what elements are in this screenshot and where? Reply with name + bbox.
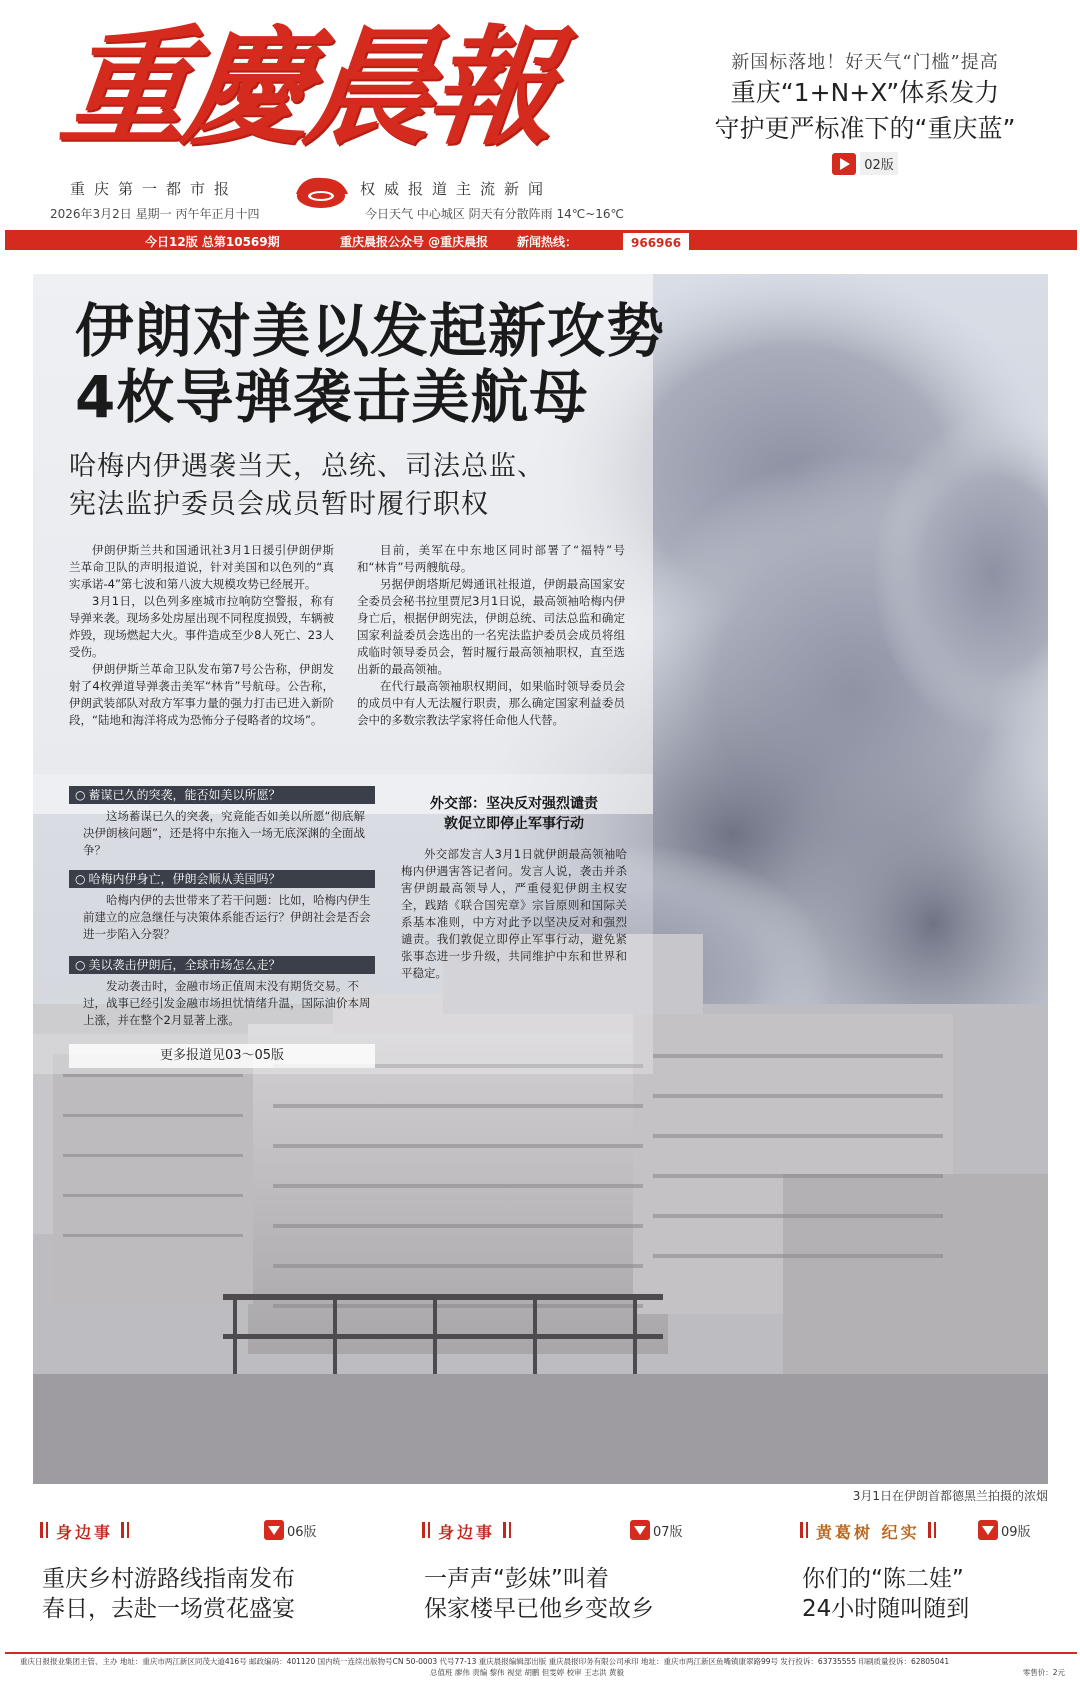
qa-question: ○ 蓄谋已久的突袭，能否如美以所愿？ <box>69 786 375 804</box>
weather-line: 今日天气 中心城区 阴天有分散阵雨 14℃~16℃ <box>365 207 624 221</box>
subhead-line2: 宪法监护委员会成员暂时履行职权 <box>69 489 489 520</box>
lead-subhead <box>69 448 545 524</box>
tagline-right: 权威报道主流新闻 <box>360 180 553 198</box>
date-line: 2026年3月2日 星期一 丙午年正月十四 <box>50 207 260 221</box>
bottom-promo-item[interactable] <box>42 1520 362 1624</box>
mfa-sidebar <box>401 794 627 982</box>
lead-headline <box>75 298 665 430</box>
footer-divider <box>5 1652 1077 1654</box>
promo-title-line1: 一声声“彭妹”叫着 <box>424 1566 609 1592</box>
masthead <box>0 0 1080 250</box>
article-column-b <box>357 542 625 729</box>
edition-info: 今日12版 总第10569期 <box>145 235 280 249</box>
info-bar <box>5 230 1077 250</box>
qa-block <box>69 956 375 1033</box>
promo-kicker: 新国标落地！好天气“门槛”提高 <box>731 52 999 73</box>
footer-staff: 总值班 廖伟 责编 黎伟 视觉 胡鹏 但雯婷 校审 王志洪 黄毅 <box>430 1668 624 1677</box>
bottom-promos <box>0 1520 1080 1650</box>
photo-caption: 3月1日在伊朗首都德黑兰拍摄的浓烟 <box>852 1489 1048 1503</box>
paragraph: 伊朗伊斯兰共和国通讯社3月1日援引伊朗伊斯兰革命卫队的声明报道说，针对美国和以色列的“真实承诺-4”第七波和第八波大规模攻势已经展开。 <box>69 543 334 591</box>
paragraph: 另据伊朗塔斯尼姆通讯社报道，伊朗最高国家安全委员会秘书拉里贾尼3月1日说，最高领袖哈梅内伊身亡后，根据伊朗宪法，伊朗总统、司法总监和确定国家利益委员会选出的一名宪法监护委员会成员将组成临时领导委员会，暂时履行最高领袖职权，直至选出新的最高领袖。 <box>357 577 625 676</box>
page-arrow-icon <box>264 1520 284 1540</box>
hotline-number: 966966 <box>623 233 689 253</box>
mfa-title-line1: 外交部：坚决反对强烈谴责 <box>430 796 598 812</box>
promo-title-line2: 保家楼早已他乡变故乡 <box>424 1596 654 1622</box>
promo-title-line2: 春日，去赴一场赏花盛宴 <box>42 1596 295 1622</box>
qa-answer: 哈梅内伊的去世带来了若干问题：比如，哈梅内伊生前建立的应急继任与决策体系能否运行？伊朗社会是否会进一步陷入分裂？ <box>83 893 371 941</box>
promo-title-line2: 守护更严标准下的“重庆蓝” <box>714 114 1016 143</box>
play-icon <box>832 153 856 175</box>
paragraph: 3月1日，以色列多座城市拉响防空警报，称有导弹来袭。现场多处房屋出现不同程度损毁，车辆被炸毁，现场燃起大火。事件造成至少8人死亡、23人受伤。 <box>69 594 334 659</box>
tagline-left: 重庆第一都市报 <box>70 180 239 198</box>
bottom-promo-item[interactable] <box>424 1520 744 1624</box>
article-column-a <box>69 542 334 729</box>
wechat-info: 重庆晨报公众号 @重庆晨报 <box>340 235 489 249</box>
promo-title-line1: 重庆乡村游路线指南发布 <box>42 1566 295 1592</box>
page-number: 09版 <box>1001 1524 1031 1540</box>
footer <box>20 1656 1065 1678</box>
mfa-title-line2: 敦促立即停止军事行动 <box>444 816 584 832</box>
page-arrow-icon <box>630 1520 650 1540</box>
qa-block <box>69 870 375 947</box>
retail-price: 零售价：2元 <box>1022 1668 1065 1677</box>
section-label: 身边事 <box>46 1520 123 1543</box>
paragraph: 在代行最高领袖职权期间，如果临时领导委员会的成员中有人无法履行职责，那么确定国家利益委员会中的多数宗教法学家将任命他人代替。 <box>357 679 625 727</box>
lead-photo <box>33 274 1048 1484</box>
subhead-line1: 哈梅内伊遇袭当天，总统、司法总监、 <box>69 451 545 482</box>
page-tag[interactable] <box>630 1520 683 1540</box>
newspaper-logo <box>54 8 662 178</box>
section-label: 身边事 <box>428 1520 505 1543</box>
qa-question: ○ 哈梅内伊身亡，伊朗会顺从美国吗？ <box>69 870 375 888</box>
page-number: 06版 <box>287 1524 317 1540</box>
page-number: 07版 <box>653 1524 683 1540</box>
paragraph: 伊朗伊斯兰革命卫队发布第7号公告称，伊朗发射了4枚弹道导弹袭击美军“林肯”号航母。公告称，伊朗武装部队对敌方军事力量的强力打击已进入新阶段，“陆地和海洋将成为恐怖分子侵略者的坟场”。 <box>69 662 334 727</box>
promo-title-line1: 重庆“1+N+X”体系发力 <box>730 78 1000 107</box>
promo-title-line1: 你们的“陈二娃” <box>802 1566 964 1592</box>
promo-page-tag[interactable] <box>832 152 898 175</box>
qa-answer: 发动袭击时，金融市场正值周末没有期货交易。不过，战事已经引发金融市场担忧情绪升温，国际油价本周上涨，并在整个2月显著上涨。 <box>83 979 371 1027</box>
section-label: 黄葛树 纪实 <box>806 1520 930 1543</box>
page-tag[interactable] <box>264 1520 317 1540</box>
promo-page-number: 02版 <box>860 152 898 175</box>
headline-line1: 伊朗对美以发起新攻势 <box>75 297 666 365</box>
bottom-promo-item[interactable] <box>802 1520 1080 1624</box>
more-coverage-link[interactable]: 更多报道见03～05版 <box>69 1044 375 1068</box>
qa-block <box>69 786 375 863</box>
page-tag[interactable] <box>978 1520 1031 1540</box>
paragraph: 目前，美军在中东地区同时部署了“福特”号和“林肯”号两艘航母。 <box>357 543 625 574</box>
footer-info: 重庆日报报业集团主管、主办 地址：重庆市两江新区同茂大道416号 邮政编码：401120 国内统一连续出版物号CN 50-0003 代号77-13 重庆晨报编辑部出版 重庆晨报印务有限公司承印 地址：重庆市两江新区鱼嘴镇康翠路99号 发行投诉：63735555 印刷质量投诉：62805041 <box>20 1657 950 1666</box>
emblem-icon <box>292 172 350 212</box>
mfa-body: 外交部发言人3月1日就伊朗最高领袖哈梅内伊遇害答记者问。发言人说，袭击并杀害伊朗最高领导人，严重侵犯伊朗主权安全，践踏《联合国宪章》宗旨原则和国际关系基本准则，中方对此予以坚决反对和强烈谴责。我们敦促立即停止军事行动，避免紧张事态进一步升级，共同维护中东和世界和平稳定。 <box>401 847 627 980</box>
page-arrow-icon <box>978 1520 998 1540</box>
qa-question: ○ 美以袭击伊朗后，全球市场怎么走？ <box>69 956 375 974</box>
qa-answer: 这场蓄谋已久的突袭，究竟能否如美以所愿“彻底解决伊朗核问题”，还是将中东拖入一场无底深渊的全面战争？ <box>83 809 365 857</box>
top-promo[interactable] <box>670 48 1060 179</box>
logo-text: 重慶晨報 <box>54 13 558 163</box>
headline-line2: 4枚导弹袭击美航母 <box>75 363 589 431</box>
promo-title-line2: 24小时随叫随到 <box>802 1596 970 1622</box>
hotline-label: 新闻热线： <box>517 235 578 249</box>
